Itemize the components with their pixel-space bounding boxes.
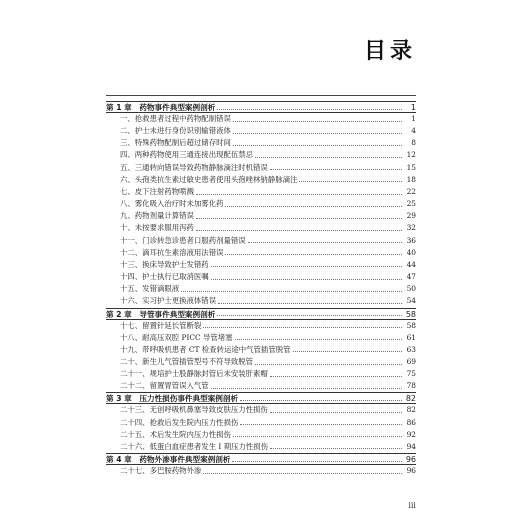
toc-page-number: 96 [405, 455, 416, 465]
dot-leader [233, 127, 402, 134]
toc-entry-title: 二、护士未进行身份识别输错液体 [120, 126, 231, 136]
toc-entry[interactable] [106, 441, 416, 453]
toc-entry-title: 十六、实习护士更换液体错误 [120, 296, 217, 306]
toc-entry[interactable] [106, 356, 416, 368]
dot-leader [255, 358, 402, 365]
dot-leader [196, 188, 402, 195]
dot-leader [293, 345, 403, 352]
toc-page-number: 75 [406, 369, 416, 379]
toc-entry[interactable] [106, 149, 416, 161]
toc-entry[interactable] [106, 320, 416, 332]
toc-entry-title: 十三、换床导致护士发错药 [120, 259, 209, 269]
dot-leader [233, 115, 402, 122]
toc-entry-title: 二十二、留置胃管误入气管 [120, 381, 209, 391]
toc-page-number: 18 [406, 174, 416, 184]
toc-page-number: 36 [406, 235, 416, 245]
toc-page-number: 47 [406, 272, 416, 282]
toc-page-number: 94 [406, 441, 416, 451]
toc-entry[interactable] [106, 222, 416, 234]
toc-page-number: 40 [406, 247, 416, 257]
toc-entry[interactable] [106, 417, 416, 429]
toc-entry-title: 十、未按要求服用泻药 [120, 223, 194, 233]
toc-page-number: 12 [406, 150, 416, 160]
dot-leader [240, 418, 402, 425]
toc-chapter[interactable] [106, 308, 416, 320]
dot-leader [196, 212, 402, 219]
toc-entry[interactable] [106, 380, 416, 392]
toc-page-number: 86 [406, 417, 416, 427]
toc-entry-title: 五、三通转向错误导致药物静脉滴注时机错误 [120, 162, 268, 172]
toc-entry[interactable] [106, 283, 416, 295]
toc-entry-title: 十四、护士执行已取消医嘱 [120, 272, 209, 282]
toc-page-number: 58 [405, 309, 416, 319]
page-number: iii [408, 501, 416, 510]
dot-leader [203, 321, 402, 328]
dot-leader [270, 406, 402, 413]
toc-chapter[interactable] [106, 392, 416, 404]
dot-leader [235, 333, 402, 340]
dot-leader [270, 442, 402, 449]
toc-entry-title: 九、药物剂量计算错误 [120, 211, 194, 221]
toc-entry[interactable] [106, 186, 416, 198]
toc-entry-title: 二十一、规培护士股静脉封管后未安装肝素帽 [120, 369, 268, 379]
dot-leader [270, 163, 402, 170]
toc-entry[interactable] [106, 198, 416, 210]
toc-entry[interactable] [106, 210, 416, 222]
toc-page-number: 69 [406, 356, 416, 366]
toc-entry-title: 十九、带呼吸机患者 CT 检查转运途中气管插管脱管 [120, 344, 291, 354]
toc-page-number: 92 [406, 429, 416, 439]
toc-page-number: 15 [406, 162, 416, 172]
dot-leader [217, 309, 402, 316]
toc-page-number: 4 [411, 126, 416, 136]
dot-leader [225, 248, 402, 255]
toc-page-number: 82 [406, 405, 416, 415]
toc-page-number: 63 [406, 344, 416, 354]
toc-entry-title: 第 3 章 压力性损伤事件典型案例剖析 [106, 394, 239, 404]
toc-entry[interactable] [106, 259, 416, 271]
dot-leader [225, 200, 402, 207]
toc-entry-title: 第 1 章 药物事件典型案例剖析 [106, 103, 216, 112]
dot-leader [218, 297, 402, 304]
top-rule [106, 95, 416, 96]
toc-entry[interactable] [106, 465, 416, 477]
toc-entry-title: 十八、耐高压双腔 PICC 导管堵塞 [120, 332, 233, 342]
toc-entry-title: 二十四、抢救后发生院内压力性损伤 [120, 417, 239, 427]
toc-page-number: 54 [406, 296, 416, 306]
toc-entry[interactable] [106, 125, 416, 137]
toc-entry[interactable] [106, 404, 416, 416]
toc-page-number: 96 [406, 466, 416, 476]
toc-entry-title: 四、两种药物使用三通连接出现配伍禁忌 [120, 150, 254, 160]
dot-leader [211, 273, 402, 280]
dot-leader [181, 285, 402, 292]
toc-entry-title: 十二、滴耳抗生素溶液用法错误 [120, 247, 224, 257]
toc-entry[interactable] [106, 368, 416, 380]
toc-entry[interactable] [106, 162, 416, 174]
toc-entry-title: 十五、发错滴眼液 [120, 284, 180, 294]
toc-entry[interactable] [106, 113, 416, 125]
dot-leader [211, 260, 402, 267]
toc-entry[interactable] [106, 137, 416, 149]
toc-entry-title: 六、头孢类抗生素过敏史患者使用头孢唑林钠静脉滴注 [120, 174, 298, 184]
toc-chapter[interactable] [106, 101, 416, 113]
toc-entry-title: 二十、新生儿气管插管型号不符导致脱管 [120, 356, 254, 366]
toc-page-number: 1 [411, 114, 416, 123]
dot-leader [233, 139, 402, 146]
dot-leader [196, 224, 402, 231]
dot-leader [232, 455, 402, 462]
toc-page-number: 32 [406, 223, 416, 233]
toc-entry[interactable] [106, 247, 416, 259]
toc-entry-title: 三、特殊药物配制后超过储存时间 [120, 138, 231, 148]
dot-leader [240, 394, 402, 401]
toc-page-number: 61 [406, 332, 416, 342]
page-title: 目录 [363, 39, 416, 64]
table-of-contents [106, 101, 416, 477]
toc-entry-title: 八、雾化吸入治疗时未加雾化药 [120, 199, 224, 209]
toc-page-number: 44 [406, 259, 416, 269]
toc-page-number: 82 [405, 394, 416, 404]
toc-page-number: 78 [406, 381, 416, 391]
toc-page-number: 25 [406, 199, 416, 209]
toc-entry-title: 二十六、低蛋白血症患者发生 I 期压力性损伤 [120, 441, 269, 451]
dot-leader [270, 370, 402, 377]
dot-leader [217, 103, 402, 110]
toc-entry[interactable] [106, 235, 416, 247]
toc-entry[interactable] [106, 174, 416, 186]
toc-entry-title: 一、抢救患者过程中药物配制错误 [120, 114, 231, 123]
dot-leader [233, 430, 402, 437]
toc-entry[interactable] [106, 332, 416, 344]
toc-page-number: 22 [406, 186, 416, 196]
toc-page-number: 58 [406, 320, 416, 330]
toc-entry-title: 二十三、无创呼吸机鼻塞导致皮肤压力性损伤 [120, 405, 268, 415]
dot-leader [211, 382, 402, 389]
dot-leader [248, 236, 402, 243]
toc-entry[interactable] [106, 429, 416, 441]
toc-chapter[interactable] [106, 453, 416, 465]
toc-page-number: 50 [406, 284, 416, 294]
dot-leader [299, 175, 402, 182]
toc-page-number: 1 [410, 103, 416, 112]
toc-entry-title: 二十七、多巴胺药物外渗 [120, 466, 202, 476]
dot-leader [255, 151, 402, 158]
toc-page-number: 8 [411, 138, 416, 148]
toc-page-number: 29 [406, 211, 416, 221]
dot-leader [203, 467, 402, 474]
toc-entry-title: 十七、留置针延长管断裂 [120, 320, 202, 330]
toc-entry[interactable] [106, 271, 416, 283]
toc-entry-title: 十一、门诊转急诊患者口服药剂量错误 [120, 235, 246, 245]
toc-entry-title: 第 2 章 导管事件典型案例剖析 [106, 309, 216, 319]
toc-entry[interactable] [106, 295, 416, 307]
toc-entry-title: 二十五、术后发生院内压力性损伤 [120, 429, 231, 439]
toc-entry-title: 第 4 章 药物外渗事件典型案例剖析 [106, 455, 231, 465]
toc-entry-title: 七、皮下注射药物喷溅 [120, 186, 194, 196]
toc-entry[interactable] [106, 344, 416, 356]
